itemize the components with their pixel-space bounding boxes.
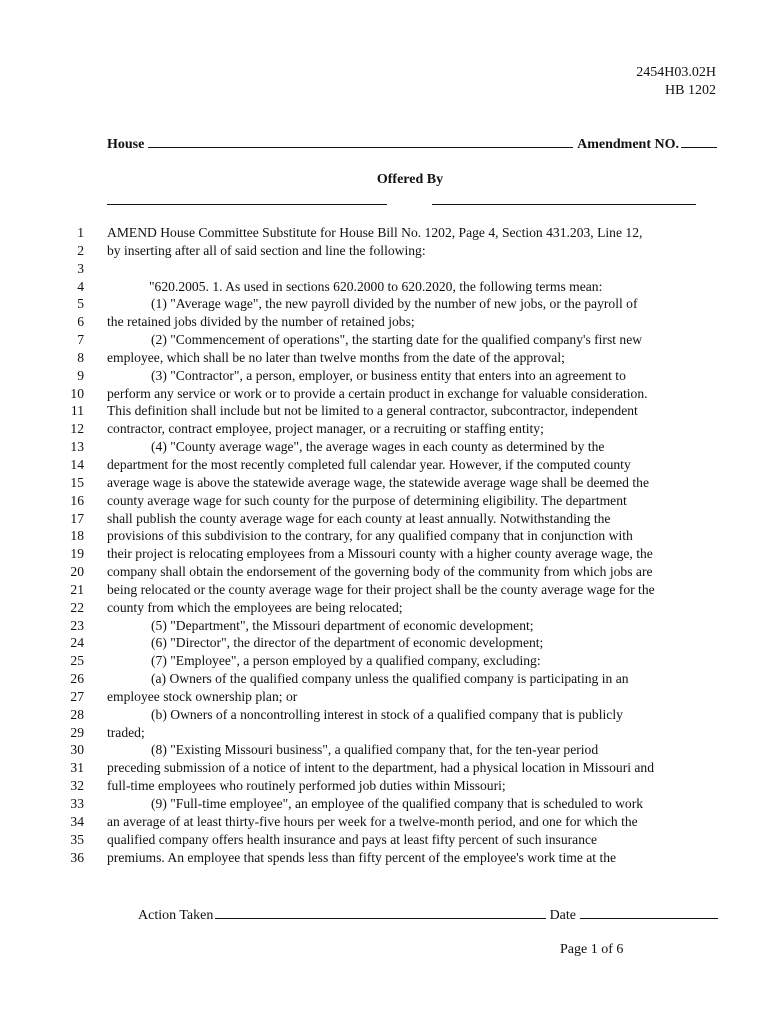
line-number: 34 (70, 813, 84, 829)
line-number: 15 (70, 474, 84, 490)
text-line (0, 510, 770, 528)
line-number: 28 (70, 706, 84, 722)
line-number: 2 (77, 242, 84, 258)
line-text: (7) "Employee", a person employed by a qualified company, excluding: (151, 653, 541, 669)
line-text: qualified company offers health insurance and pays at least fifty percent of such insurance (107, 831, 598, 847)
text-line (0, 652, 770, 670)
line-number: 8 (77, 349, 84, 365)
line-text: (3) "Contractor", a person, employer, or business entity that enters into an agreement to (151, 367, 626, 383)
line-number: 23 (70, 617, 84, 633)
line-number: 25 (70, 653, 84, 669)
line-text: employee stock ownership plan; or (107, 688, 298, 704)
amendment-text-body (0, 224, 770, 866)
text-line (0, 599, 770, 617)
line-number: 4 (77, 278, 84, 294)
line-number: 1 (77, 225, 84, 240)
line-number: 20 (70, 564, 84, 580)
line-text: (b) Owners of a noncontrolling interest in stock of a qualified company that is publicly (151, 706, 623, 722)
line-text: county average wage for such county for the purpose of determining eligibility. The department (107, 492, 627, 508)
line-text: (9) "Full-time employee", an employee of the qualified company that is scheduled to work (151, 796, 644, 811)
line-text: company shall obtain the endorsement of the governing body of the community from which jobs are (107, 564, 653, 580)
line-text: their project is relocating employees from a Missouri county with a higher county average wage, the (107, 546, 653, 562)
line-text: department for the most recently completed full calendar year. However, if the computed county (107, 456, 631, 472)
line-number: 13 (70, 439, 84, 455)
action-taken-blank (215, 906, 545, 919)
text-line (0, 367, 770, 385)
action-taken-label: Action Taken (138, 908, 214, 923)
text-line (0, 741, 770, 759)
text-line (0, 474, 770, 492)
line-text: (4) "County average wage", the average wages in each county as determined by the (151, 439, 605, 455)
text-line (0, 795, 770, 813)
line-text: This definition shall include but not be limited to a general contractor, subcontractor, independent (107, 403, 638, 419)
line-text: (6) "Director", the director of the department of economic development; (151, 635, 544, 651)
line-text: premiums. An employee that spends less than fifty percent of the employee's work time at the (107, 849, 617, 865)
line-text: full-time employees who routinely performed job duties within Missouri; (107, 778, 506, 794)
text-line (0, 385, 770, 403)
line-text: average wage is above the statewide average wage, the statewide average wage shall be deemed the (107, 474, 649, 490)
line-number: 6 (77, 314, 84, 330)
line-number: 3 (77, 260, 84, 276)
house-blank-line (148, 135, 573, 148)
bill-number: HB 1202 (665, 83, 716, 98)
text-line (0, 527, 770, 545)
text-line (0, 278, 770, 296)
line-number: 29 (70, 724, 84, 740)
text-line (0, 492, 770, 510)
amendment-number-label: Amendment NO. (577, 137, 679, 152)
line-text: AMEND House Committee Substitute for House Bill No. 1202, Page 4, Section 431.203, Line 12, (107, 225, 643, 240)
text-line (0, 706, 770, 724)
line-text: an average of at least thirty-five hours per week for a twelve-month period, and one for which the (107, 813, 638, 829)
text-line (0, 831, 770, 849)
house-amendment-line (107, 135, 717, 153)
line-text: (5) "Department", the Missouri department of economic development; (151, 617, 534, 633)
text-line (0, 813, 770, 831)
line-number: 12 (70, 421, 84, 437)
text-line (0, 849, 770, 867)
text-line (0, 402, 770, 420)
line-text: (1) "Average wage", the new payroll divided by the number of new jobs, or the payroll of (151, 296, 638, 312)
line-text: by inserting after all of said section and line the following: (107, 242, 426, 258)
text-line (0, 295, 770, 313)
line-text: (8) "Existing Missouri business", a qualified company that, for the ten-year period (151, 742, 599, 758)
line-text: traded; (107, 724, 145, 740)
text-line (0, 331, 770, 349)
text-line (0, 242, 770, 260)
line-number: 5 (77, 296, 84, 312)
line-text: county from which the employees are being relocated; (107, 599, 403, 615)
line-text: "620.2005. 1. As used in sections 620.2000 to 620.2020, the following terms mean: (149, 278, 603, 294)
line-text: preceding submission of a notice of intent to the department, had a physical location in Missouri and (107, 760, 655, 776)
line-text: being relocated or the county average wage for their project shall be the county average wage for the (107, 581, 655, 597)
line-text: contractor, contract employee, project manager, or a recruiting or staffing entity; (107, 421, 544, 437)
text-line (0, 545, 770, 563)
line-number: 27 (70, 688, 84, 704)
text-line (0, 313, 770, 331)
text-line (0, 456, 770, 474)
text-line (0, 634, 770, 652)
line-text: the retained jobs divided by the number of retained jobs; (107, 314, 415, 330)
line-number: 14 (70, 456, 84, 472)
line-number: 24 (70, 635, 84, 651)
line-number: 19 (70, 546, 84, 562)
action-taken-line (138, 906, 718, 924)
line-number: 11 (70, 403, 84, 419)
text-line (0, 724, 770, 742)
line-number: 31 (70, 760, 84, 776)
text-line (0, 670, 770, 688)
text-line (0, 260, 770, 278)
text-line (0, 617, 770, 635)
line-text: shall publish the county average wage for each county at least annually. Notwithstanding the (107, 510, 611, 526)
line-number: 33 (70, 796, 84, 811)
line-number: 16 (70, 492, 84, 508)
amendment-number-blank (681, 135, 717, 148)
offered-by-label: Offered By (376, 172, 444, 187)
text-line (0, 438, 770, 456)
line-number: 17 (70, 510, 84, 526)
document-code: 2454H03.02H (636, 65, 716, 80)
line-number: 22 (70, 599, 84, 615)
line-number: 21 (70, 581, 84, 597)
text-line (0, 349, 770, 367)
text-line (0, 759, 770, 777)
line-text: (a) Owners of the qualified company unless the qualified company is participating in an (151, 671, 629, 687)
date-label: Date (549, 908, 576, 923)
line-number: 36 (70, 849, 84, 865)
line-number: 32 (70, 778, 84, 794)
page-number: Page 1 of 6 (560, 942, 624, 957)
line-text: provisions of this subdivision to the contrary, for any qualified company that in conjunction with (107, 528, 633, 544)
line-number: 9 (77, 367, 84, 383)
line-text: employee, which shall be no later than twelve months from the date of the approval; (107, 349, 565, 365)
text-line (0, 688, 770, 706)
text-line (0, 581, 770, 599)
document-id-block (636, 64, 716, 100)
text-line (0, 777, 770, 795)
house-label: House (107, 137, 145, 152)
line-number: 35 (70, 831, 84, 847)
text-line (0, 224, 770, 242)
line-text: perform any service or work or to provide a certain product in exchange for valuable consideration. (107, 385, 648, 401)
line-number: 30 (70, 742, 84, 758)
offered-by-signature-line-1 (107, 192, 387, 205)
line-text: (2) "Commencement of operations", the starting date for the qualified company's first new (151, 332, 643, 348)
line-number: 26 (70, 671, 84, 687)
text-line (0, 563, 770, 581)
line-number: 7 (77, 332, 84, 348)
line-number: 18 (70, 528, 84, 544)
offered-by-signature-line-2 (432, 192, 696, 205)
date-blank (580, 906, 718, 919)
line-number: 10 (70, 385, 84, 401)
text-line (0, 420, 770, 438)
